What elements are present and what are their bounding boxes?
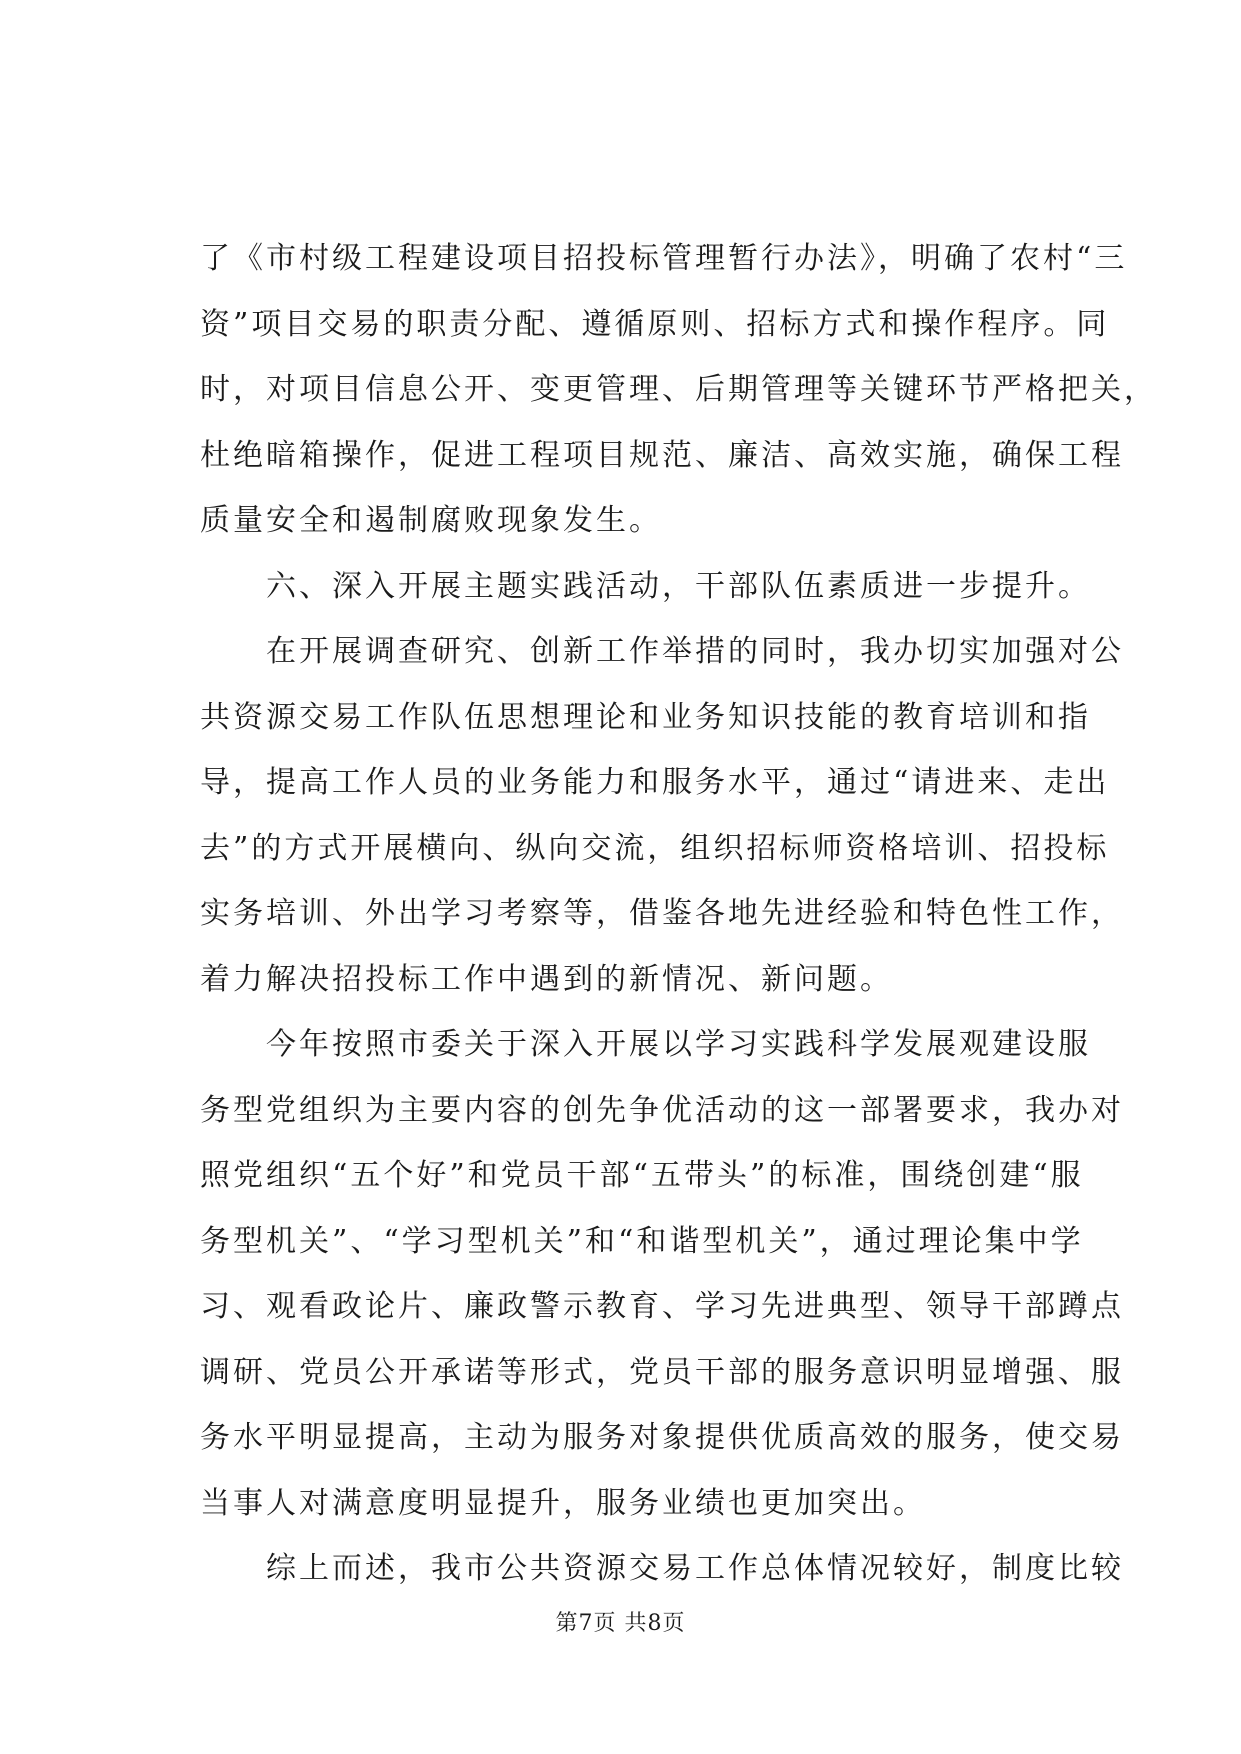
text-line: 务水平明显提高，主动为服务对象提供优质高效的服务，使交易 [200, 1420, 1124, 1455]
text-line: 务型党组织为主要内容的创先争优活动的这一部署要求，我办对 [200, 1092, 1124, 1128]
text-line: 今年按照市委关于深入开展以学习实践科学发展观建设服 [200, 1027, 1091, 1062]
text-line: 综上而述，我市公共资源交易工作总体情况较好，制度比较 [200, 1551, 1124, 1586]
text-line: 时，对项目信息公开、变更管理、后期管理等关键环节严格把关， [200, 372, 1157, 407]
text-line: 当事人对满意度明显提升，服务业绩也更加突出。 [200, 1485, 926, 1521]
text-line: 习、观看政论片、廉政警示教育、学习先进典型、领导干部蹲点 [200, 1289, 1124, 1324]
text-line: 调研、党员公开承诺等形式，党员干部的服务意识明显增强、服 [200, 1354, 1124, 1390]
text-line: 共资源交易工作队伍思想理论和业务知识技能的教育培训和指 [200, 699, 1091, 735]
text-line: 去”的方式开展横向、纵向交流，组织招标师资格培训、招投标 [200, 830, 1110, 866]
section-heading: 六、深入开展主题实践活动，干部队伍素质进一步提升。 [200, 568, 1091, 604]
text-line: 杜绝暗箱操作，促进工程项目规范、廉洁、高效实施，确保工程 [200, 437, 1124, 473]
page-number-footer: 第7页 共8页 [555, 1611, 686, 1636]
text-line: 实务培训、外出学习考察等，借鉴各地先进经验和特色性工作， [200, 896, 1124, 931]
text-line: 资”项目交易的职责分配、遵循原则、招标方式和操作程序。同 [200, 306, 1110, 342]
text-line: 在开展调查研究、创新工作举措的同时，我办切实加强对公 [200, 634, 1124, 669]
text-line: 质量安全和遏制腐败现象发生。 [200, 503, 662, 538]
text-line: 着力解决招投标工作中遇到的新情况、新问题。 [200, 961, 893, 997]
text-line: 照党组织“五个好”和党员干部“五带头”的标准，围绕创建“服 [200, 1158, 1084, 1193]
body-text [200, 226, 1157, 1602]
text-line: 了《市村级工程建设项目招投标管理暂行办法》，明确了农村“三 [200, 241, 1128, 276]
text-line: 务型机关”、“学习型机关”和“和谐型机关”，通过理论集中学 [200, 1223, 1084, 1259]
text-line: 导，提高工作人员的业务能力和服务水平，通过“请进来、走出 [200, 765, 1110, 800]
